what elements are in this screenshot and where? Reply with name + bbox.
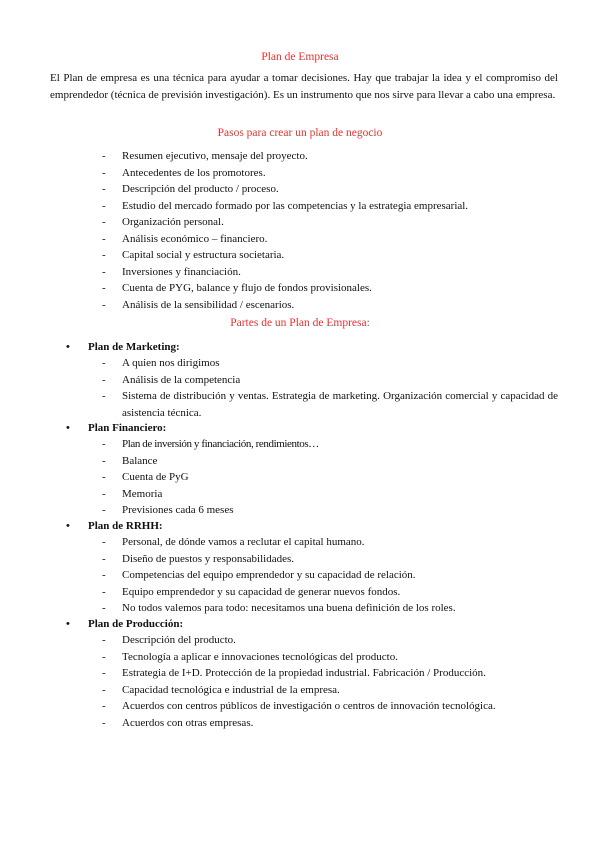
list-item: - Cuenta de PyG	[102, 469, 558, 486]
rrhh-list	[102, 534, 558, 617]
list-item: - Previsiones cada 6 meses	[102, 502, 558, 519]
list-item: - Cuenta de PYG, balance y flujo de fondos provisionales.	[102, 280, 558, 297]
list-item: - Sistema de distribución y ventas. Estrategia de marketing. Organización comercial y capacidad de asistencia técnica.	[102, 388, 558, 421]
list-item: - Análisis económico – financiero.	[102, 231, 558, 248]
list-item: - Memoria	[102, 486, 558, 503]
section-marketing	[66, 339, 558, 421]
section-rrhh	[66, 518, 558, 617]
page-title: Plan de Empresa	[261, 51, 339, 63]
list-item: - Capacidad tecnológica e industrial de la empresa.	[102, 682, 558, 699]
section-title: • Plan de Producción:	[66, 616, 558, 632]
list-item: - Diseño de puestos y responsabilidades.	[102, 551, 558, 568]
intro-paragraph: El Plan de empresa es una técnica para ayudar a tomar decisiones. Hay que trabajar la idea y el compromiso del emprendedor (técnica de previsión investigación). Es un instrumento que nos sirve para llevar a cabo una empresa.	[50, 72, 558, 101]
list-item: - Equipo emprendedor y su capacidad de generar nuevos fondos.	[102, 584, 558, 601]
steps-heading: Pasos para crear un plan de negocio	[217, 127, 383, 139]
section-produccion	[66, 616, 558, 731]
list-item: - Análisis de la sensibilidad / escenarios.	[102, 297, 558, 314]
list-item: - Balance	[102, 453, 558, 470]
steps-list	[102, 148, 558, 313]
list-item: - Organización personal.	[102, 214, 558, 231]
financiero-list	[102, 436, 558, 519]
list-item: - Resumen ejecutivo, mensaje del proyecto.	[102, 148, 558, 165]
marketing-list	[102, 355, 558, 421]
produccion-list	[102, 632, 558, 731]
list-item: - Antecedentes de los promotores.	[102, 165, 558, 182]
list-item: - Competencias del equipo emprendedor y su capacidad de relación.	[102, 567, 558, 584]
list-item: - Inversiones y financiación.	[102, 264, 558, 281]
list-item: - Acuerdos con centros públicos de investigación o centros de innovación tecnológica.	[102, 698, 558, 715]
section-financiero	[66, 420, 558, 519]
section-title: • Plan Financiero:	[66, 420, 558, 436]
list-item: - Descripción del producto.	[102, 632, 558, 649]
list-item: - Personal, de dónde vamos a reclutar el capital humano.	[102, 534, 558, 551]
list-item: - Estudio del mercado formado por las competencias y la estrategia empresarial.	[102, 198, 558, 215]
list-item: - Capital social y estructura societaria.	[102, 247, 558, 264]
list-item: - A quien nos dirigimos	[102, 355, 558, 372]
parts-heading: Partes de un Plan de Empresa:	[230, 317, 370, 329]
list-item: - Estrategia de I+D. Protección de la propiedad industrial. Fabricación / Producción.	[102, 665, 558, 682]
list-item: - Acuerdos con otras empresas.	[102, 715, 558, 732]
list-item: - Análisis de la competencia	[102, 372, 558, 389]
list-item: - Descripción del producto / proceso.	[102, 181, 558, 198]
section-title: • Plan de Marketing:	[66, 339, 558, 355]
list-item: - Tecnología a aplicar e innovaciones tecnológicas del producto.	[102, 649, 558, 666]
list-item: - Plan de inversión y financiación, rendimientos…	[102, 436, 558, 453]
list-item: - No todos valemos para todo: necesitamos una buena definición de los roles.	[102, 600, 558, 617]
section-title: • Plan de RRHH:	[66, 518, 558, 534]
